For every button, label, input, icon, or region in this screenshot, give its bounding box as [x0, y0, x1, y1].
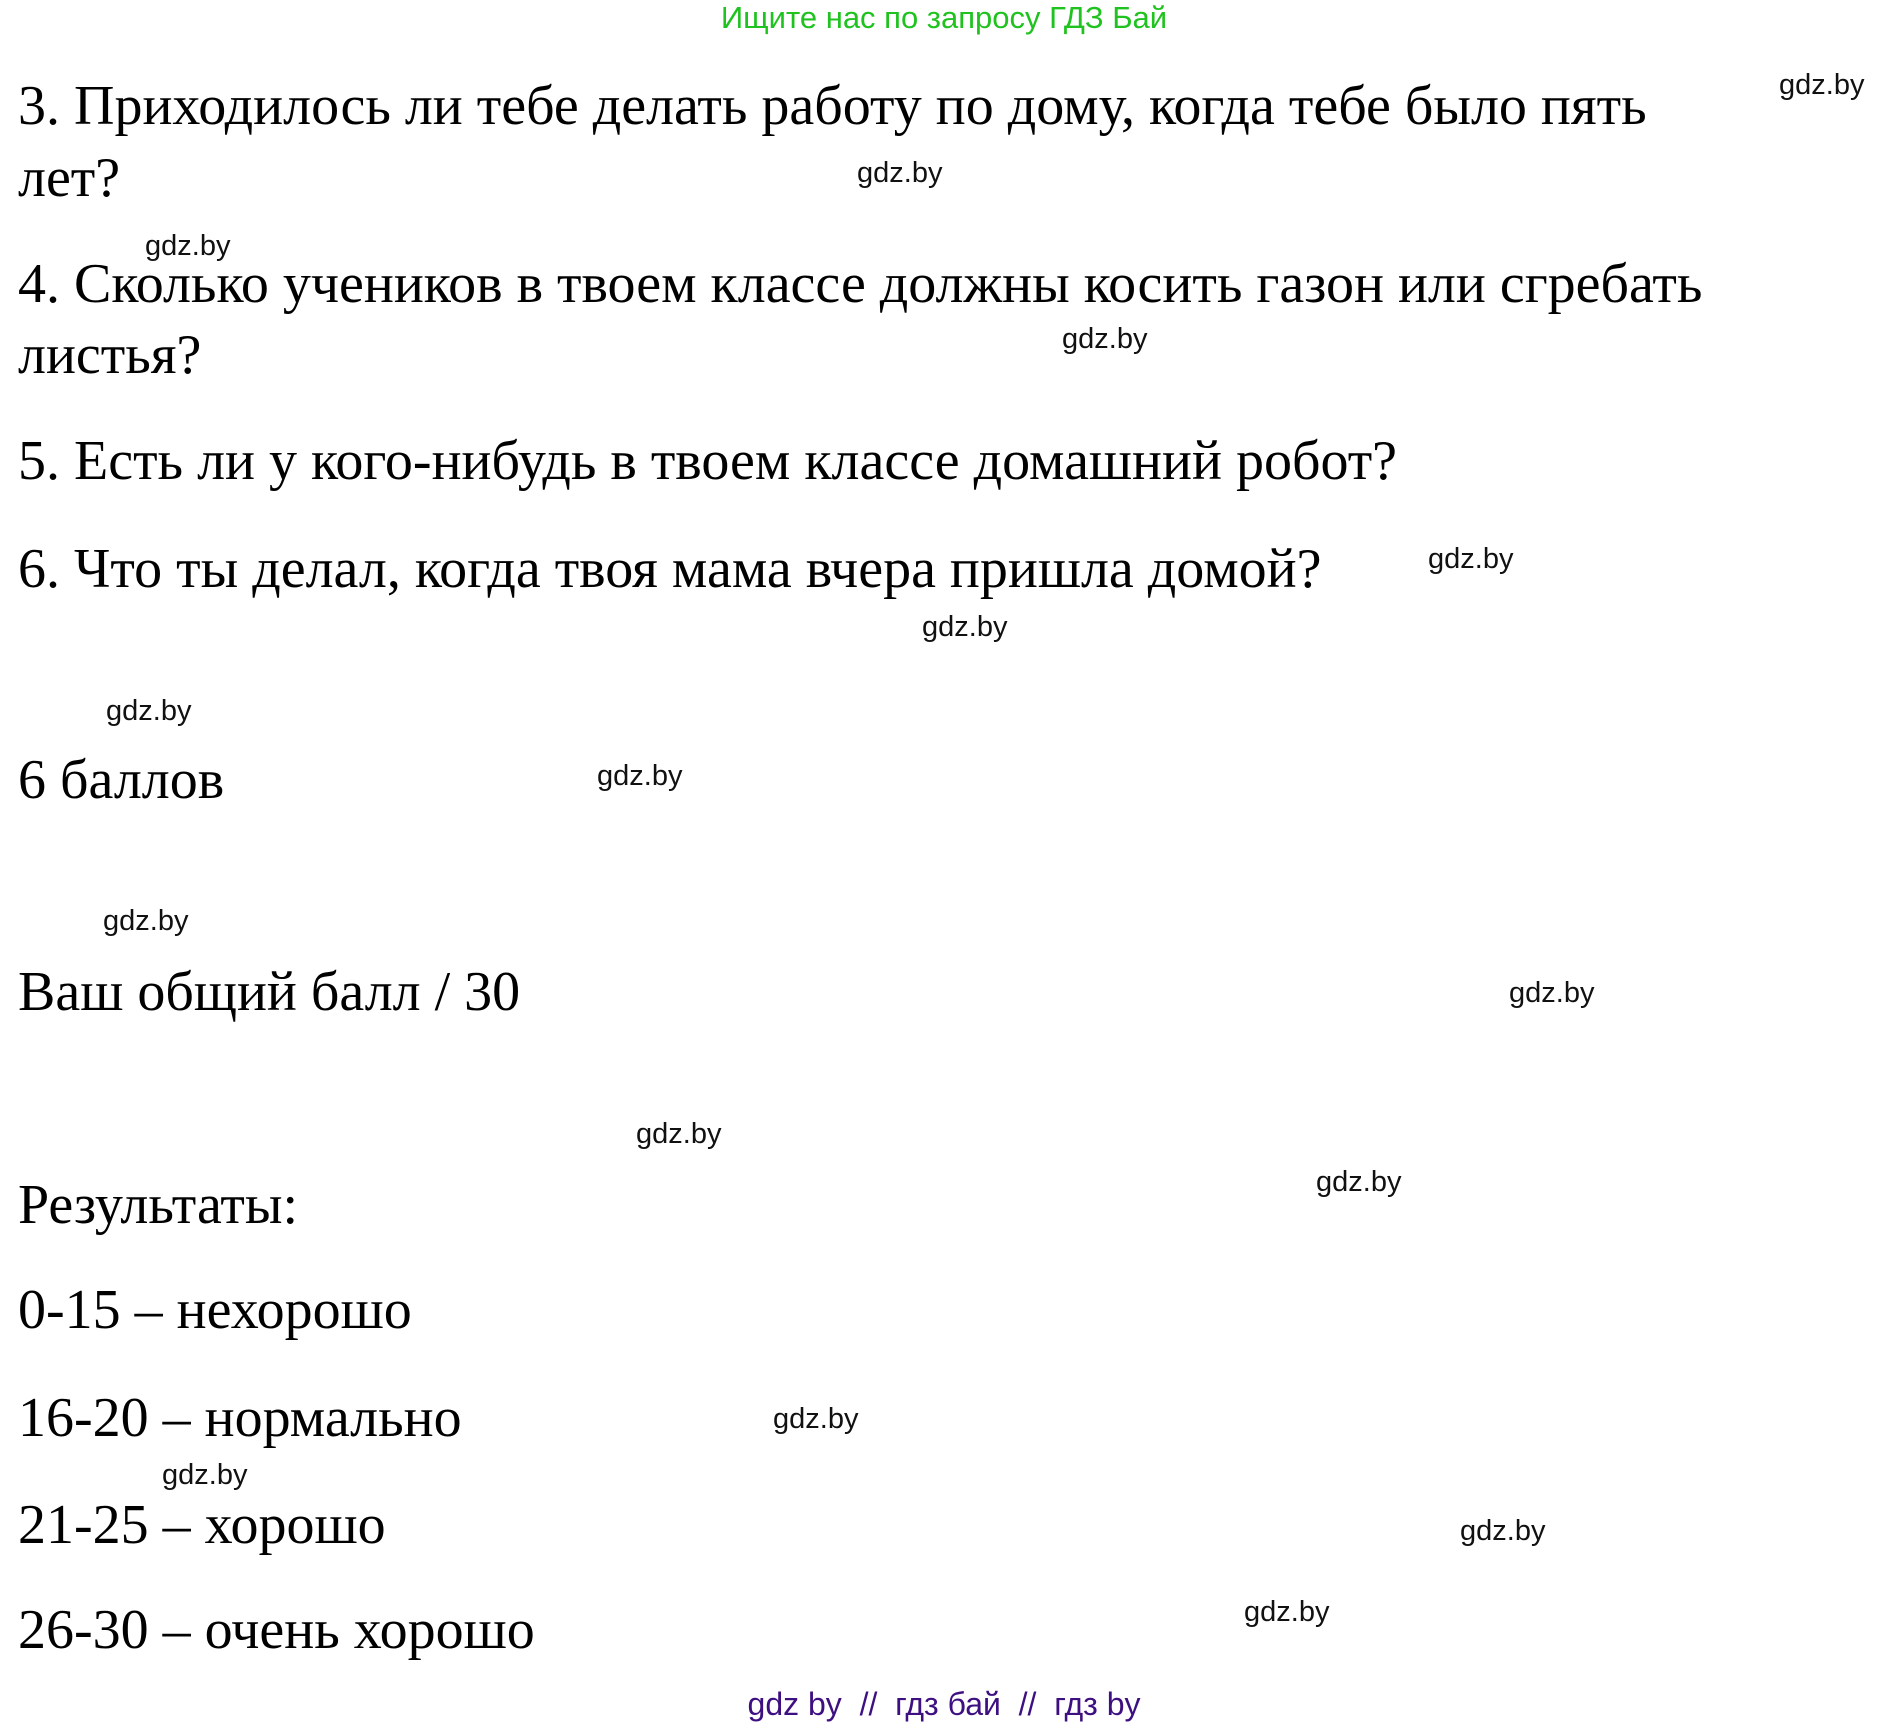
result-range-0-15: 0-15 – нехорошо: [18, 1279, 412, 1341]
watermark: gdz.by: [162, 1459, 248, 1491]
watermark: gdz.by: [103, 905, 189, 937]
footer-brand-links: gdz by // гдз бай // гдз by: [747, 1686, 1141, 1722]
watermark: gdz.by: [145, 230, 231, 262]
total-score-label: Ваш общий балл / 30: [18, 961, 521, 1023]
watermark: gdz.by: [106, 695, 192, 727]
result-range-21-25: 21-25 – хорошо: [18, 1494, 386, 1556]
watermark: gdz.by: [857, 157, 943, 189]
question-4-line-2: листья?: [18, 324, 202, 386]
watermark: gdz.by: [1244, 1596, 1330, 1628]
watermark: gdz.by: [1460, 1515, 1546, 1547]
watermark: gdz.by: [773, 1403, 859, 1435]
watermark: gdz.by: [1428, 543, 1514, 575]
question-6: 6. Что ты делал, когда твоя мама вчера пришла домой?: [18, 538, 1322, 600]
watermark: gdz.by: [636, 1118, 722, 1150]
watermark: gdz.by: [597, 760, 683, 792]
question-4-line-1: 4. Сколько учеников в твоем классе должны косить газон или сгребать: [18, 253, 1703, 315]
watermark: gdz.by: [1509, 977, 1595, 1009]
question-5: 5. Есть ли у кого-нибудь в твоем классе домашний робот?: [18, 430, 1398, 492]
points-label: 6 баллов: [18, 749, 225, 811]
results-title: Результаты:: [18, 1174, 298, 1236]
watermark: gdz.by: [922, 611, 1008, 643]
result-range-26-30: 26-30 – очень хорошо: [18, 1599, 535, 1661]
watermark: gdz.by: [1779, 69, 1865, 101]
question-3-line-2: лет?: [18, 147, 121, 209]
watermark: gdz.by: [1062, 323, 1148, 355]
watermark: gdz.by: [1316, 1166, 1402, 1198]
question-3-line-1: 3. Приходилось ли тебе делать работу по дому, когда тебе было пять: [18, 75, 1647, 137]
search-hint-banner: Ищите нас по запросу ГДЗ Бай: [720, 0, 1168, 35]
result-range-16-20: 16-20 – нормально: [18, 1387, 462, 1449]
